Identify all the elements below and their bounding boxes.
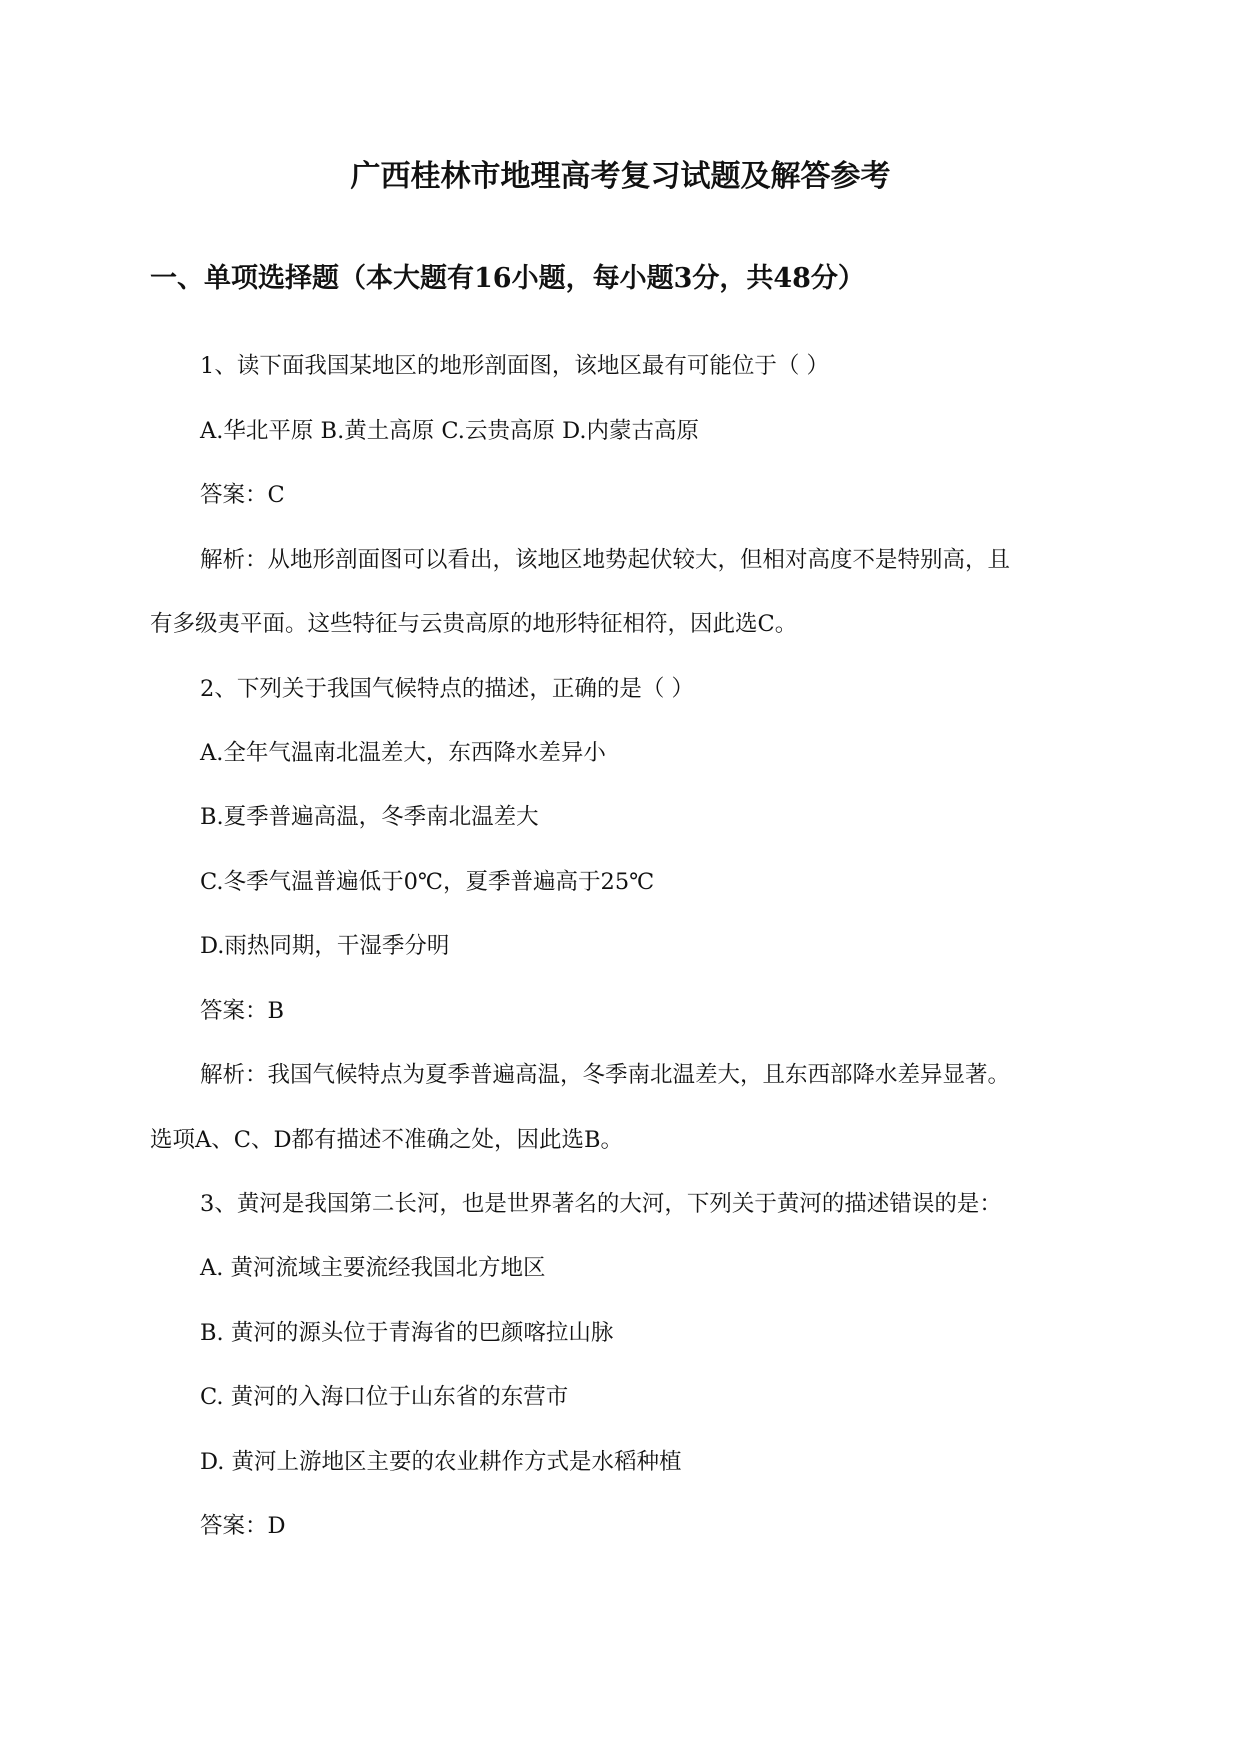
question-1-analysis-line-1: 解析：从地形剖面图可以看出，该地区地势起伏较大，但相对高度不是特别高，且 [200, 547, 1011, 573]
question-2-option-a: A.全年气温南北温差大，东西降水差异小 [200, 740, 606, 766]
document-title: 广西桂林市地理高考复习试题及解答参考 [350, 159, 891, 194]
question-2-option-b: B.夏季普遍高温，冬季南北温差大 [200, 804, 539, 830]
question-2-option-d: D.雨热同期，干湿季分明 [200, 933, 450, 959]
section-heading: 一、单项选择题（本大题有16小题，每小题3分，共48分） [150, 263, 865, 294]
question-2-answer: 答案：B [200, 998, 285, 1024]
question-3-option-c: C. 黄河的入海口位于山东省的东营市 [200, 1384, 569, 1410]
question-3-stem: 3、黄河是我国第二长河，也是世界著名的大河，下列关于黄河的描述错误的是： [200, 1191, 1002, 1217]
question-3-option-b: B. 黄河的源头位于青海省的巴颜喀拉山脉 [200, 1320, 614, 1346]
question-1-answer: 答案：C [200, 482, 285, 508]
question-3-option-a: A. 黄河流域主要流经我国北方地区 [200, 1255, 546, 1281]
question-1-analysis-line-2: 有多级夷平面。这些特征与云贵高原的地形特征相符，因此选C。 [150, 611, 798, 637]
question-3-option-d: D. 黄河上游地区主要的农业耕作方式是水稻种植 [200, 1449, 682, 1475]
question-2-stem: 2、下列关于我国气候特点的描述，正确的是（ ） [200, 676, 694, 702]
question-1-stem: 1、读下面我国某地区的地形剖面图，该地区最有可能位于（ ） [200, 353, 829, 379]
question-3-answer: 答案：D [200, 1513, 286, 1539]
question-1-options: A.华北平原 B.黄土高原 C.云贵高原 D.内蒙古高原 [200, 418, 699, 444]
question-2-analysis-line-2: 选项A、C、D都有描述不准确之处，因此选B。 [150, 1127, 624, 1153]
question-2-analysis-line-1: 解析：我国气候特点为夏季普遍高温，冬季南北温差大，且东西部降水差异显著。 [200, 1062, 1011, 1088]
question-2-option-c: C.冬季气温普遍低于0℃，夏季普遍高于25℃ [200, 869, 655, 895]
